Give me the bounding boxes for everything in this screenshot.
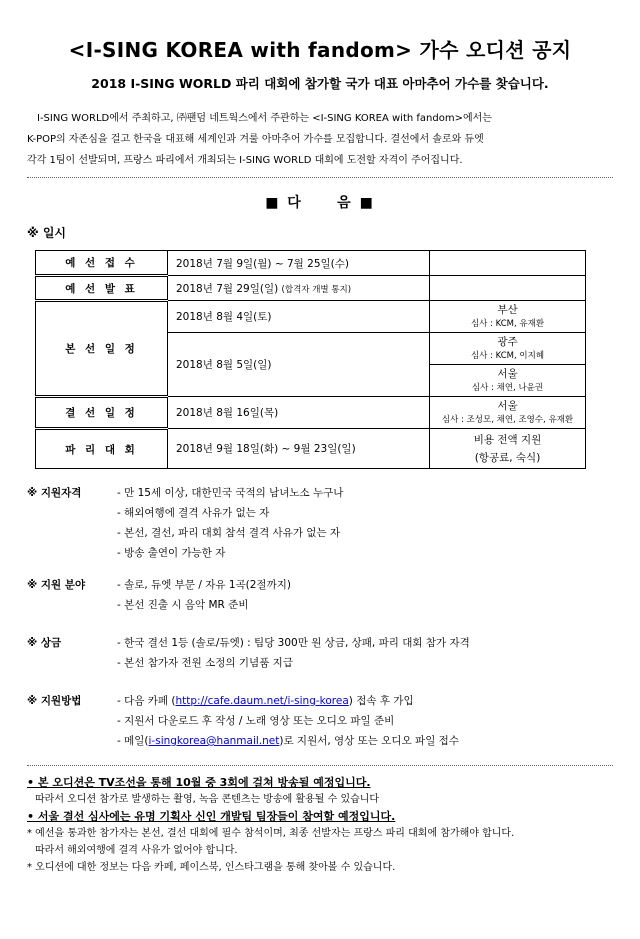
req-eligibility	[27, 483, 613, 563]
notice-page	[0, 34, 640, 939]
note-info: * 오디션에 대한 정보는 다음 카페, 페이스북, 인스타그램을 통해 찾아볼 수 있습니다.	[27, 862, 396, 873]
req-label: ※ 지원 분야	[27, 579, 86, 591]
req-item: - 한국 결선 1등 (솔로/듀엣) : 팀당 300만 원 상금, 상패, 파리 대회 참가 자격	[117, 637, 470, 649]
intro-paragraph	[27, 108, 613, 171]
req-field	[27, 575, 613, 615]
support-line: 비용 전액 지원	[473, 433, 542, 446]
row-head: 예 선 발 표	[36, 276, 168, 301]
note-sub: 따라서 오디션 참가로 발생하는 촬영, 녹음 콘텐츠는 방송에 활용될 수 있습니다	[35, 794, 380, 805]
date-note: (합격자 개별 통지)	[281, 284, 352, 295]
row-head: 본 선 일 정	[36, 301, 168, 397]
req-items	[117, 633, 613, 673]
divider	[27, 177, 613, 178]
table-row	[36, 276, 586, 301]
cafe-link[interactable]: http://cafe.daum.net/i-sing-korea	[175, 695, 349, 707]
intro-line: 각각 1팀이 선발되며, 프랑스 파리에서 개최되는 I-SING WORLD 대회에 도전할 자격이 주어집니다.	[27, 155, 463, 166]
req-item: - 본선 참가자 전원 소정의 기념품 지급	[117, 657, 293, 669]
row-note	[430, 251, 586, 276]
text: ) 접속 후 가입	[348, 695, 414, 707]
venue-city: 부산	[497, 303, 518, 316]
page-title: <I-SING KOREA with fandom> 가수 오디션 공지	[68, 38, 572, 62]
row-date	[168, 276, 430, 301]
row-head: 예 선 접 수	[36, 251, 168, 276]
venue-city: 서울	[497, 367, 518, 380]
req-item: - 지원서 다운로드 후 작성 / 노래 영상 또는 오디오 파일 준비	[117, 715, 395, 727]
venue-city: 서울	[497, 399, 518, 412]
notice-heading: ■ 다 음 ■	[265, 195, 375, 211]
support-line: (항공료, 숙식)	[474, 451, 541, 464]
row-date: 2018년 8월 16일(목)	[168, 397, 430, 429]
table-row	[36, 251, 586, 276]
paris-support	[430, 429, 586, 469]
intro-line: K-POP의 자존심을 걸고 한국을 대표해 세계인과 겨룰 아마추어 가수를 모집합니다. 결선에서 솔로와 듀엣	[27, 134, 484, 145]
table-row	[36, 397, 586, 429]
requirements-section	[27, 483, 613, 751]
req-items	[117, 483, 613, 563]
row-date: 2018년 8월 5일(일)	[168, 333, 430, 397]
venue-judge: 심사 : KCM, 이지혜	[470, 350, 545, 361]
venue-cell	[430, 397, 586, 429]
req-item	[117, 691, 613, 711]
req-item: - 방송 출연이 가능한 자	[117, 547, 226, 559]
divider	[27, 765, 613, 766]
venue-cell	[430, 365, 586, 397]
email-link[interactable]: i-singkorea@hanmail.net	[148, 735, 280, 747]
venue-judge: 심사 : KCM, 유재환	[470, 318, 545, 329]
req-item: - 만 15세 이상, 대한민국 국적의 남녀노소 누구나	[117, 487, 344, 499]
schedule-label: ※ 일시	[27, 226, 67, 240]
table-row	[36, 429, 586, 469]
intro-line: I-SING WORLD에서 주최하고, ㈜팬덤 네트웍스에서 주관하는 <I-SING KOREA with fandom>에서는	[37, 113, 492, 124]
row-head: 결 선 일 정	[36, 397, 168, 429]
venue-cell	[430, 301, 586, 333]
text: - 메일(	[117, 735, 149, 747]
req-item: - 본선, 결선, 파리 대회 참석 결격 사유가 없는 자	[117, 527, 341, 539]
schedule-table	[35, 250, 586, 469]
row-date: 2018년 7월 9일(월) ~ 7월 25일(수)	[168, 251, 430, 276]
req-item: - 해외여행에 결격 사유가 없는 자	[117, 507, 270, 519]
page-subtitle: 2018 I-SING WORLD 파리 대회에 참가할 국가 대표 아마추어 가수를 찾습니다.	[91, 76, 549, 91]
row-date: 2018년 9월 18일(화) ~ 9월 23일(일)	[168, 429, 430, 469]
req-item: - 솔로, 듀엣 부문 / 자유 1곡(2절까지)	[117, 579, 291, 591]
req-prize	[27, 633, 613, 673]
note-judges: • 서울 결선 심사에는 유명 기획사 신인 개발팀 팀장들이 참여할 예정입니다.	[27, 810, 396, 823]
date-text: 2018년 7월 29일(일)	[176, 282, 279, 295]
venue-judge: 심사 : 채연, 나윤권	[471, 382, 544, 393]
req-label: ※ 지원방법	[27, 695, 82, 707]
text: )로 지원서, 영상 또는 오디오 파일 접수	[279, 735, 459, 747]
req-label: ※ 지원자격	[27, 487, 82, 499]
req-items	[117, 691, 613, 751]
note-broadcast: • 본 오디션은 TV조선을 통해 10월 중 3회에 걸쳐 방송될 예정입니다.	[27, 776, 371, 789]
notes-section	[27, 774, 613, 876]
req-item	[117, 731, 613, 751]
row-head: 파 리 대 회	[36, 429, 168, 469]
req-items	[117, 575, 613, 615]
req-method	[27, 691, 613, 751]
venue-city: 광주	[497, 335, 518, 348]
row-date: 2018년 8월 4일(토)	[168, 301, 430, 333]
venue-judge: 심사 : 조성모, 채연, 조영수, 유재환	[441, 414, 574, 425]
row-note	[430, 276, 586, 301]
req-item: - 본선 진출 시 음악 MR 준비	[117, 599, 249, 611]
text: - 다음 카페 (	[117, 695, 176, 707]
venue-cell	[430, 333, 586, 365]
note-sub: 따라서 해외여행에 결격 사유가 없어야 합니다.	[35, 845, 238, 856]
req-label: ※ 상금	[27, 637, 62, 649]
table-row	[36, 301, 586, 333]
note-attendance: * 예선을 통과한 참가자는 본선, 결선 대회에 필수 참석이며, 최종 선발자는 프랑스 파리 대회에 참가해야 합니다.	[27, 828, 515, 839]
